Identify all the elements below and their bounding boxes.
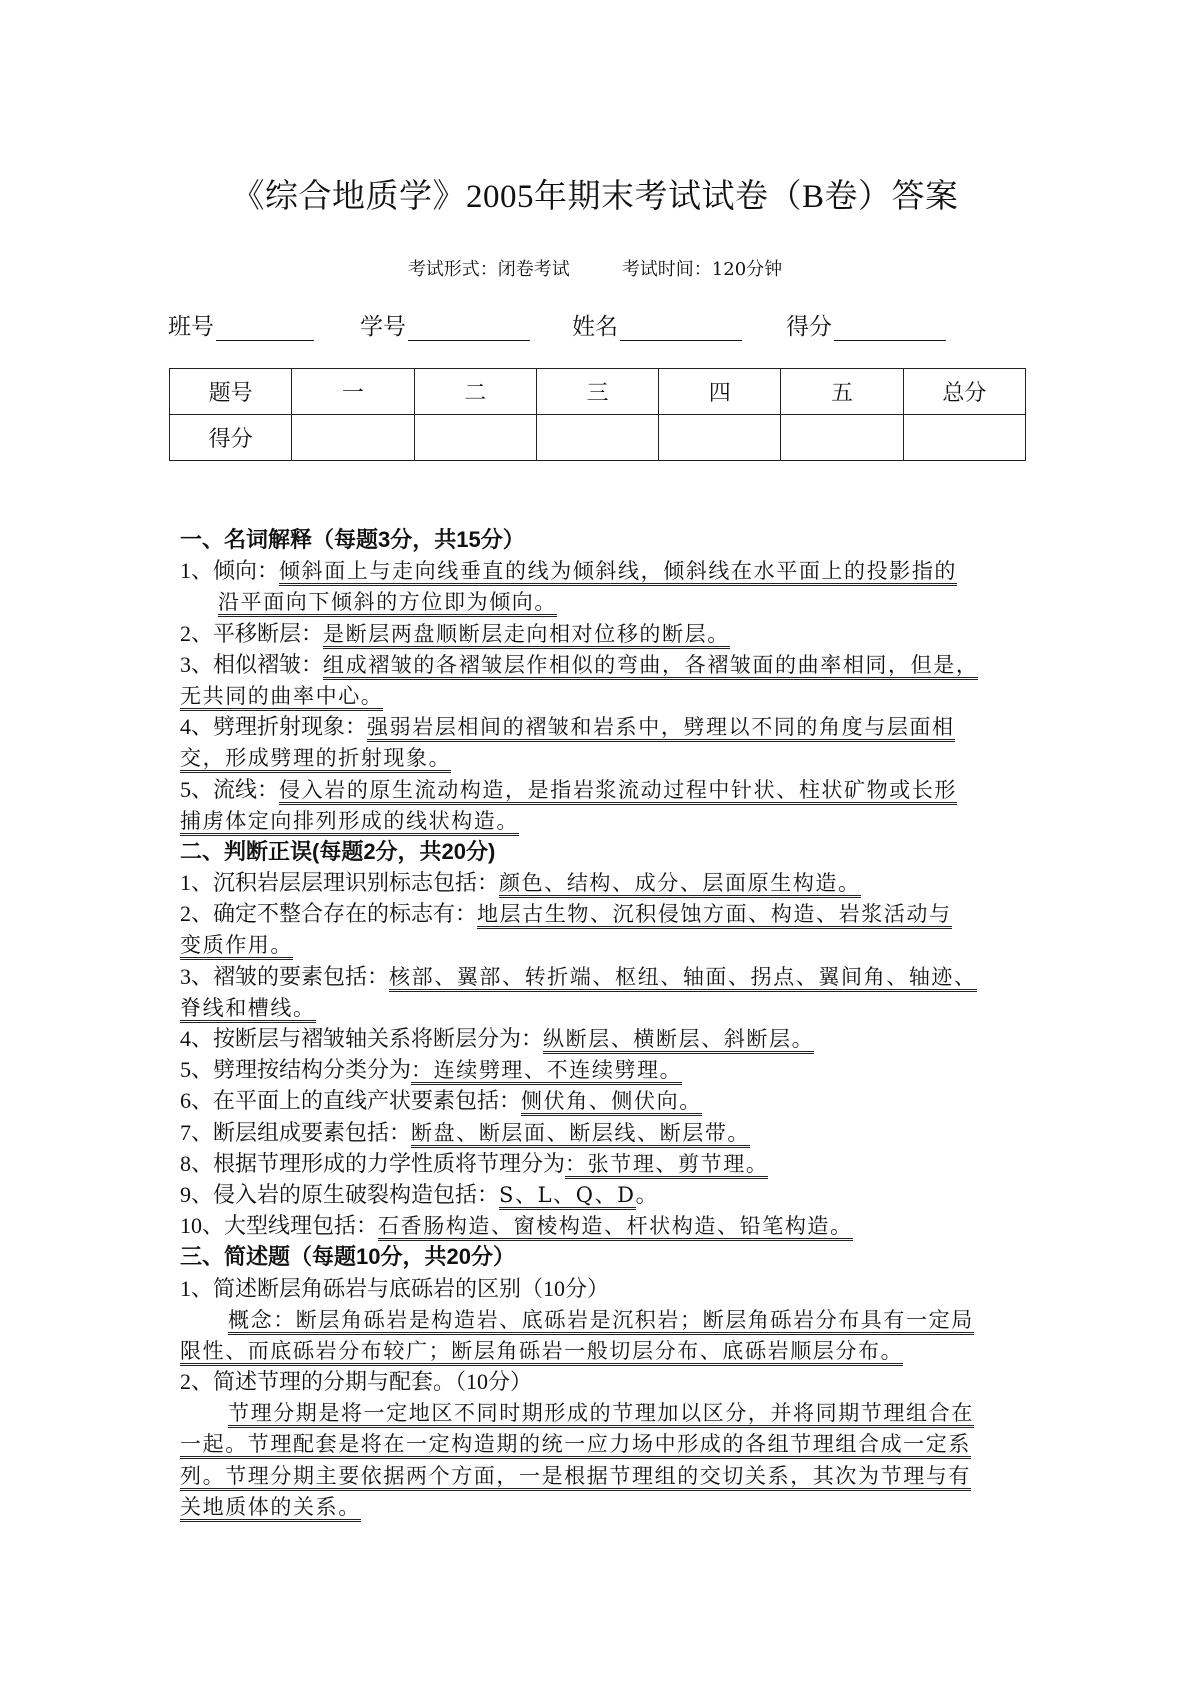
name-field[interactable] [572,308,742,341]
answer-line [180,711,1020,742]
answer-line [180,649,1020,680]
answer-line [180,1491,1020,1522]
answer-text: 颜色、结构、成分、层面原生构造。 [499,871,861,898]
answer-line [180,992,1020,1023]
question-text: 5、流线： [180,776,280,802]
question-text: 3、相似褶皱： [180,651,324,677]
answer-line [180,555,1020,586]
score-cell[interactable] [659,415,781,461]
header-cell: 一 [292,369,414,415]
header-cell: 总分 [903,369,1025,415]
answer-line [180,1179,1020,1210]
answer-line [180,1335,1020,1366]
answer-text: 侵入岩的原生流动构造，是指岩浆流动过程中针状、柱状矿物或长形 [279,778,957,805]
question-text: 2、平移断层： [180,620,324,646]
question-text: 7、断层组成要素包括： [180,1119,412,1145]
answer-text: ：张节理、剪节理。 [565,1152,768,1179]
answer-text: 无共同的曲率中心。 [180,684,383,711]
question-text: 2、确定不整合存在的标志有： [180,901,478,927]
section-heading: 一、名词解释（每题3分，共15分） [180,527,525,552]
answer-line [180,1148,1020,1179]
question-text: 1、沉积岩层层理识别标志包括： [180,870,500,896]
answer-text: ：连续劈理、不连续劈理。 [411,1058,682,1085]
answer-line [180,898,1020,929]
section-heading: 三、简述题（每题10分，共20分） [180,1244,515,1270]
answer-line [180,1117,1020,1148]
score-cell[interactable] [536,415,658,461]
answer-line [180,1460,1020,1491]
score-field[interactable] [786,308,946,341]
answer-text: 变质作用。 [180,933,293,960]
question-text: 1、倾向： [180,558,280,584]
header-cell: 五 [781,369,903,415]
student-info-row [168,308,1020,342]
answer-line [180,680,1020,711]
header-cell: 四 [659,369,781,415]
answer-line [180,1210,1020,1241]
answer-text: 关地质体的关系。 [180,1495,361,1522]
answer-text: 组成褶皱的各褶皱层作相似的弯曲，各褶皱面的曲率相同，但是， [323,653,978,680]
answer-line [180,1023,1020,1054]
question-text: 10、大型线理包括： [180,1213,379,1239]
question-text: 6、在平面上的直线产状要素包括： [180,1088,522,1114]
score-table-score-row [170,415,1026,461]
score-cell[interactable] [292,415,414,461]
answer-line [180,586,1020,617]
answer-text: S、L、Q、D [499,1183,636,1210]
score-cell[interactable] [781,415,903,461]
header-cell: 三 [536,369,658,415]
question-text: 4、劈理折射现象： [180,714,368,740]
score-label: 得分 [786,314,832,339]
score-cell[interactable] [414,415,536,461]
name-blank[interactable] [620,310,742,341]
exam-info [0,255,1190,281]
answer-content [180,524,1020,1522]
answer-line [180,1304,1020,1335]
answer-text: 概念：断层角砾岩是构造岩、底砾岩是沉积岩；断层角砾岩分布具有一定局 [228,1308,974,1335]
answer-text: 节理分期是将一定地区不同时期形成的节理加以区分，并将同期节理组合在 [228,1401,974,1428]
answer-text: 限性、而底砾岩分布较广；断层角砾岩一般切层分布、底砾岩顺层分布。 [180,1339,903,1366]
answer-tail: 。 [635,1181,658,1207]
answer-text: 核部、翼部、转折端、枢纽、轴面、拐点、翼间角、轴迹、 [389,965,977,992]
answer-text: 石香肠构造、窗棱构造、杆状构造、铅笔构造。 [378,1214,853,1241]
name-label: 姓名 [572,314,618,339]
answer-line [180,1273,1020,1304]
score-table-header-row [170,369,1026,415]
answer-line [180,774,1020,805]
question-text: 9、侵入岩的原生破裂构造包括： [180,1181,500,1207]
question-text: 5、劈理按结构分类分为 [180,1057,412,1083]
question-text: 1、简述断层角砾岩与底砾岩的区别（10分） [180,1275,610,1301]
question-text: 8、根据节理形成的力学性质将节理分为 [180,1150,566,1176]
class-number-field[interactable] [168,308,314,341]
answer-text: 列。节理分期主要依据两个方面，一是根据节理组的交切关系，其次为节理与有 [180,1464,971,1491]
answer-text: 一起。节理配套是将在一定构造期的统一应力场中形成的各组节理组合成一定系 [180,1432,971,1459]
header-cell: 二 [414,369,536,415]
answer-line [180,805,1020,836]
question-text: 4、按断层与褶皱轴关系将断层分为： [180,1026,544,1051]
class-number-label: 班号 [168,314,214,339]
exam-time: 考试时间：120分钟 [621,259,783,280]
student-id-field[interactable] [360,308,530,341]
section-heading: 二、判断正误(每题2分，共20分) [180,838,496,864]
answer-text: 交，形成劈理的折射现象。 [180,746,451,773]
answer-text: 脊线和槽线。 [180,996,316,1023]
student-id-label: 学号 [360,314,406,339]
answer-line [180,961,1020,992]
answer-text: 倾斜面上与走向线垂直的线为倾斜线，倾斜线在水平面上的投影指的 [279,559,957,586]
answer-line [180,1054,1020,1085]
question-text: 3、褶皱的要素包括： [180,963,390,989]
answer-text: 地层古生物、沉积侵蚀方面、构造、岩浆活动与 [477,902,952,929]
document-title: 《综合地质学》2005年期末考试试卷（B卷）答案 [231,179,959,215]
class-number-blank[interactable] [216,310,314,341]
answer-line [180,1428,1020,1459]
answer-line [180,742,1020,773]
answer-text: 强弱岩层相间的褶皱和岩系中，劈理以不同的角度与层面相 [367,715,955,742]
answer-text: 沿平面向下倾斜的方位即为倾向。 [218,590,557,617]
student-id-blank[interactable] [408,310,530,341]
score-blank[interactable] [834,310,946,341]
answer-text: 侧伏角、侧伏向。 [521,1089,702,1116]
answer-text: 捕虏体定向排列形成的线状构造。 [180,809,519,836]
header-cell: 题号 [170,369,292,415]
score-cell[interactable] [903,415,1025,461]
answer-line [180,1397,1020,1428]
row-label-cell: 得分 [170,415,292,461]
score-table [169,368,1026,461]
answer-line [180,618,1020,649]
answer-text: 纵断层、横断层、斜断层。 [543,1027,814,1054]
exam-form: 考试形式：闭卷考试 [407,259,570,280]
answer-line [180,867,1020,898]
answer-line [180,1085,1020,1116]
answer-text: 是断层两盘顺断层走向相对位移的断层。 [323,622,730,649]
answer-line [180,1366,1020,1397]
question-text: 2、简述节理的分期与配套。（10分） [180,1369,533,1395]
answer-line [180,929,1020,960]
answer-text: 断盘、断层面、断层线、断层带。 [411,1121,750,1148]
